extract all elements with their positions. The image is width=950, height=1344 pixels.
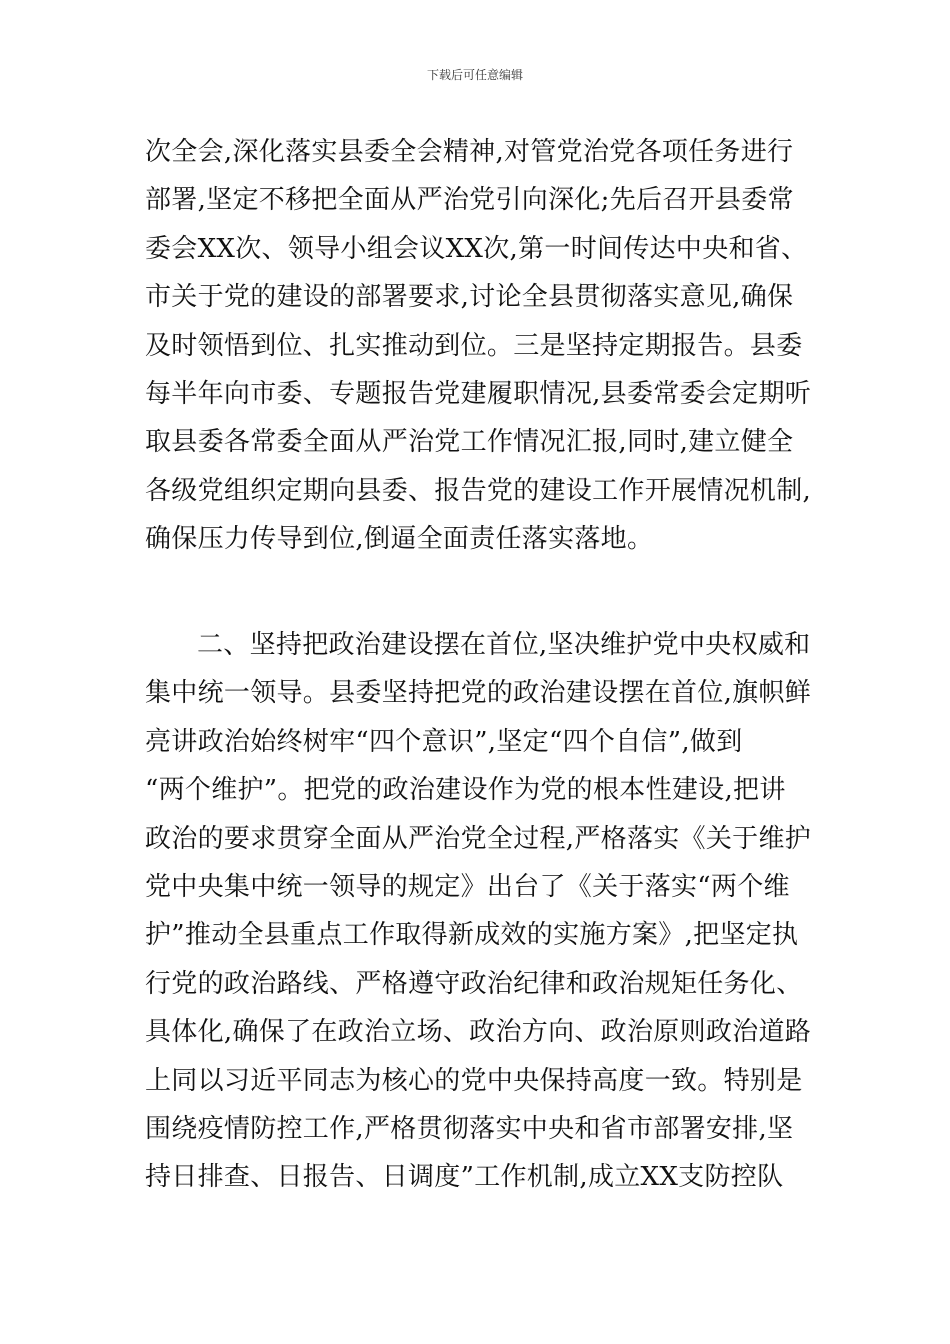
page-header: 下载后可任意编辑 xyxy=(426,68,523,82)
text-line: 围绕疫情防控工作,严格贯彻落实中央和省市部署安排,坚 xyxy=(145,1113,794,1144)
text-line: 上同以习近平同志为核心的党中央保持高度一致。特别是 xyxy=(145,1065,803,1096)
paragraph-2 xyxy=(145,621,810,1202)
text-line: 党中央集中统一领导的规定》出台了《关于落实“两个维 xyxy=(145,871,790,902)
text-line: 部署,坚定不移把全面从严治党引向深化;先后召开县委常 xyxy=(145,185,794,216)
text-line: 委会XX次、领导小组会议XX次,第一时间传达中央和省、 xyxy=(145,233,808,264)
text-line: 每半年向市委、专题报告党建履职情况,县委常委会定期听 xyxy=(145,378,812,409)
text-line: 政治的要求贯穿全面从严治党全过程,严格落实《关于维护 xyxy=(145,823,812,854)
text-line: 亮讲政治始终树牢“四个意识”,坚定“四个自信”,做到 xyxy=(145,726,743,757)
text-line: 市关于党的建设的部署要求,讨论全县贯彻落实意见,确保 xyxy=(145,282,794,313)
text-line: 行党的政治路线、严格遵守政治纪律和政治规矩任务化、 xyxy=(145,968,803,999)
text-line: “两个维护”。把党的政治建设作为党的根本性建设,把讲 xyxy=(145,775,786,806)
text-line: 确保压力传导到位,倒逼全面责任落实落地。 xyxy=(145,524,654,555)
paragraph-1 xyxy=(145,128,810,564)
text-line: 具体化,确保了在政治立场、政治方向、政治原则政治道路 xyxy=(145,1017,812,1048)
text-line-indented: 二、坚持把政治建设摆在首位,坚决维护党中央权威和 xyxy=(197,630,811,660)
text-line: 集中统一领导。县委坚持把党的政治建设摆在首位,旗帜鲜 xyxy=(145,678,812,709)
text-line: 护”推动全县重点工作取得新成效的实施方案》,把坚定执 xyxy=(145,920,799,951)
text-line: 持日排查、日报告、日调度”工作机制,成立XX支防控队 xyxy=(145,1162,784,1193)
text-line: 及时领悟到位、扎实推动到位。三是坚持定期报告。县委 xyxy=(145,330,803,361)
text-line: 各级党组织定期向县委、报告党的建设工作开展情况机制, xyxy=(145,475,812,506)
text-line: 取县委各常委全面从严治党工作情况汇报,同时,建立健全 xyxy=(145,427,794,458)
text-line: 次全会,深化落实县委全会精神,对管党治党各项任务进行 xyxy=(145,137,794,167)
